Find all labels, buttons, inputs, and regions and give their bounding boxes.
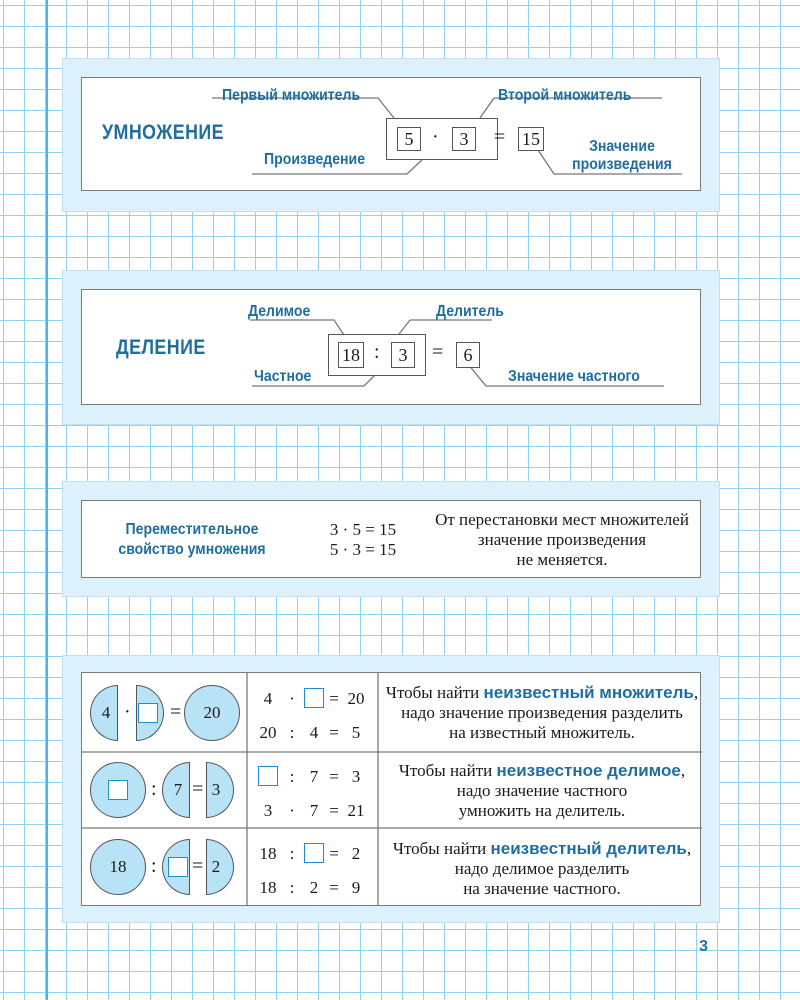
row2-eq1-eq: = (329, 767, 339, 786)
row3-eq2-a: 18 (259, 878, 277, 897)
row2-eq2-res: 21 (347, 801, 365, 820)
row2-left-result: 3 (211, 780, 221, 799)
row2-divide-sign: : (151, 778, 157, 800)
row3-eq2-op: : (289, 878, 295, 897)
row1-rule-line-3: на известный множитель. (449, 723, 635, 742)
row3-eq2-eq: = (329, 878, 339, 897)
row2-eq1-op: : (289, 767, 295, 786)
second-factor-box: 3 (452, 127, 476, 151)
commutative-panel (62, 481, 720, 597)
row3-eq1-res: 2 (351, 844, 361, 863)
unknown-square-icon (304, 688, 324, 708)
row3-eq2-res: 9 (351, 878, 361, 897)
unknown-square-icon (138, 703, 158, 723)
row2-rule-line-3: умножить на делитель. (458, 801, 626, 820)
row2-left-divisor: 7 (173, 780, 183, 799)
row2-equals-sign: = (192, 778, 204, 800)
row1-eq1-a: 4 (263, 689, 273, 708)
commutative-rule-line-2: значение произведения (477, 530, 647, 549)
label-dividend: Делимое (248, 303, 311, 320)
row3-rule-line-2: надо делимое разделить (454, 859, 630, 878)
row3-eq1-eq: = (329, 844, 339, 863)
commutative-equation-1: 3 · 5 = 15 (329, 520, 397, 539)
label-second-factor: Второй множитель (498, 87, 632, 104)
unknown-square-icon (304, 843, 324, 863)
equals-sign: = (432, 341, 444, 363)
label-divisor: Делитель (436, 303, 504, 320)
commutative-rule-line-1: От перестановки мест множителей (435, 510, 689, 529)
label-quotient: Частное (254, 368, 312, 385)
unknown-square-icon (168, 857, 188, 877)
dividend-box: 18 (338, 342, 364, 368)
row3-rule-line-1: Чтобы найти неизвестный делитель, (392, 839, 692, 858)
row1-eq2-op: : (289, 723, 295, 742)
row3-rule-keyword: неизвестный делитель (490, 839, 687, 858)
commutative-equation-2: 5 · 3 = 15 (329, 540, 397, 559)
divide-sign: : (374, 341, 380, 363)
unknown-square-icon (258, 766, 278, 786)
division-title: ДЕЛЕНИЕ (116, 336, 206, 359)
rules-table (81, 672, 701, 906)
commutative-rule-line-3: не меняется. (516, 550, 608, 569)
row2-eq2-b: 7 (309, 801, 319, 820)
row1-eq1-eq: = (329, 689, 339, 708)
commutative-card (81, 500, 701, 578)
row1-left-result: 20 (203, 703, 221, 722)
row1-rule-keyword: неизвестный множитель (483, 683, 694, 702)
row2-eq2-op: · (289, 801, 295, 820)
row1-left-factor: 4 (101, 703, 111, 722)
first-factor-box: 5 (397, 127, 421, 151)
row2-eq2-eq: = (329, 801, 339, 820)
row3-equals-sign: = (192, 855, 204, 877)
row3-divide-sign: : (151, 855, 157, 877)
row1-eq1-op: · (289, 689, 295, 708)
row2-eq1-res: 3 (351, 767, 361, 786)
row2-eq1-b: 7 (309, 767, 319, 786)
row2-eq2-a: 3 (263, 801, 273, 820)
label-product-value-1: Значение (589, 138, 655, 155)
multiply-sign: · (432, 126, 439, 148)
row2-rule-line-2: надо значение частного (456, 781, 628, 800)
row2-rule-line-1: Чтобы найти неизвестное делимое, (398, 761, 686, 780)
commutative-title-line-1: Переместительное (125, 521, 259, 538)
row1-rule-line-1: Чтобы найти неизвестный множитель, (385, 683, 699, 702)
row1-eq1-res: 20 (347, 689, 365, 708)
multiplication-title: УМНОЖЕНИЕ (102, 121, 225, 144)
multiplication-card (81, 77, 701, 191)
row1-eq2-b: 4 (309, 723, 319, 742)
row2-rule-keyword: неизвестное делимое (496, 761, 681, 780)
quotient-value-box: 6 (456, 342, 480, 368)
row1-eq2-eq: = (329, 723, 339, 742)
product-value-box: 15 (518, 127, 544, 151)
row3-left-result: 2 (211, 857, 221, 876)
row1-multiply-sign: · (124, 701, 131, 723)
row3-eq1-op: : (289, 844, 295, 863)
multiplication-panel (62, 58, 720, 212)
label-quotient-value: Значение частного (508, 368, 640, 385)
row1-eq2-res: 5 (351, 723, 361, 742)
equals-sign: = (494, 126, 506, 148)
page-number: 3 (699, 938, 708, 955)
row3-eq1-a: 18 (259, 844, 277, 863)
row1-equals-sign: = (170, 701, 182, 723)
commutative-title-line-2: свойство умножения (118, 541, 266, 558)
division-card (81, 289, 701, 405)
division-panel (62, 270, 720, 425)
label-product: Произведение (264, 151, 366, 168)
divisor-box: 3 (391, 342, 415, 368)
row3-eq2-b: 2 (309, 878, 319, 897)
row1-eq2-a: 20 (259, 723, 277, 742)
label-first-factor: Первый множитель (222, 87, 361, 104)
row3-rule-line-3: на значение частного. (463, 879, 621, 898)
label-product-value-2: произведения (572, 156, 672, 173)
notebook-margin-line (46, 0, 48, 1000)
unknown-square-icon (108, 780, 128, 800)
rules-panel (62, 655, 720, 923)
row3-left-dividend: 18 (109, 857, 127, 876)
row1-rule-line-2: надо значение произведения разделить (401, 703, 683, 722)
